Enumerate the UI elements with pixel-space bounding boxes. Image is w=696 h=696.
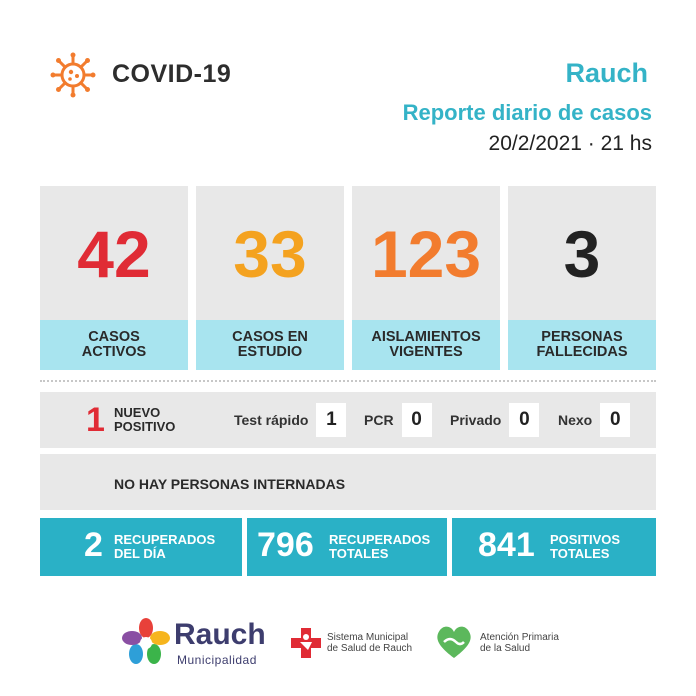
atencion-primaria-logo	[434, 622, 584, 664]
virus-icon	[50, 52, 96, 98]
stat-value: 3	[563, 217, 601, 291]
hospitalized-row	[40, 454, 656, 510]
recovered-total	[247, 518, 447, 576]
stat-value: 42	[77, 217, 151, 291]
report-datetime: 20/2/2021 · 21 hs	[488, 132, 652, 155]
stat-label: PERSONAS FALLECIDAS	[508, 320, 656, 370]
stat-value: 33	[233, 217, 307, 291]
rauch-subtitle: Municipalidad	[177, 653, 257, 667]
recovered-value: 2	[84, 526, 103, 564]
test-value: 0	[402, 403, 432, 437]
stat-label: CASOS EN ESTUDIO	[196, 320, 344, 370]
report-title: Reporte diario de casos	[402, 100, 652, 125]
city-name: Rauch	[565, 58, 648, 88]
sistema-municipal-logo	[290, 622, 430, 664]
test-value: 0	[509, 403, 539, 437]
stat-personas-fallecidas	[508, 186, 656, 370]
atencion-primaria-text: Atención Primaria de la Salud	[480, 632, 559, 654]
recovered-today	[40, 518, 242, 576]
stat-casos-en-estudio	[196, 186, 344, 370]
test-rapido	[234, 403, 346, 437]
test-pcr	[364, 403, 432, 437]
new-positive-row	[40, 392, 656, 448]
rauch-flower-icon	[122, 616, 170, 668]
stat-label: AISLAMIENTOS VIGENTES	[352, 320, 500, 370]
recovered-label: RECUPERADOS DEL DÍA	[114, 532, 216, 561]
test-nexo	[558, 403, 630, 437]
health-cross-icon	[290, 626, 322, 660]
test-label: Nexo	[558, 412, 593, 428]
stats-panel	[40, 186, 656, 370]
stat-aislamientos-vigentes	[352, 186, 500, 370]
stat-label: CASOS ACTIVOS	[40, 320, 188, 370]
test-value: 0	[600, 403, 630, 437]
test-label: Privado	[450, 412, 502, 428]
test-privado	[450, 403, 539, 437]
recovered-label: RECUPERADOS TOTALES	[329, 532, 431, 561]
test-label: Test rápido	[234, 412, 309, 428]
heart-hands-icon	[434, 624, 474, 660]
recovered-label: POSITIVOS TOTALES	[550, 532, 621, 561]
sistema-municipal-text: Sistema Municipal de Salud de Rauch	[327, 632, 413, 654]
hospitalized-text: NO HAY PERSONAS INTERNADAS	[114, 476, 346, 492]
rauch-name: Rauch	[174, 618, 266, 651]
new-positive-label: NUEVO POSITIVO	[114, 405, 176, 434]
recovered-value: 841	[478, 526, 535, 564]
new-positive-value: 1	[86, 401, 105, 439]
stat-value: 123	[370, 217, 482, 291]
divider	[40, 380, 656, 382]
test-value: 1	[316, 403, 346, 437]
test-label: PCR	[364, 412, 394, 428]
rauch-logo	[122, 614, 268, 672]
covid-title: COVID-19	[112, 60, 232, 88]
header	[0, 0, 696, 170]
positive-total	[452, 518, 656, 576]
stat-casos-activos	[40, 186, 188, 370]
recovered-value: 796	[257, 526, 314, 564]
